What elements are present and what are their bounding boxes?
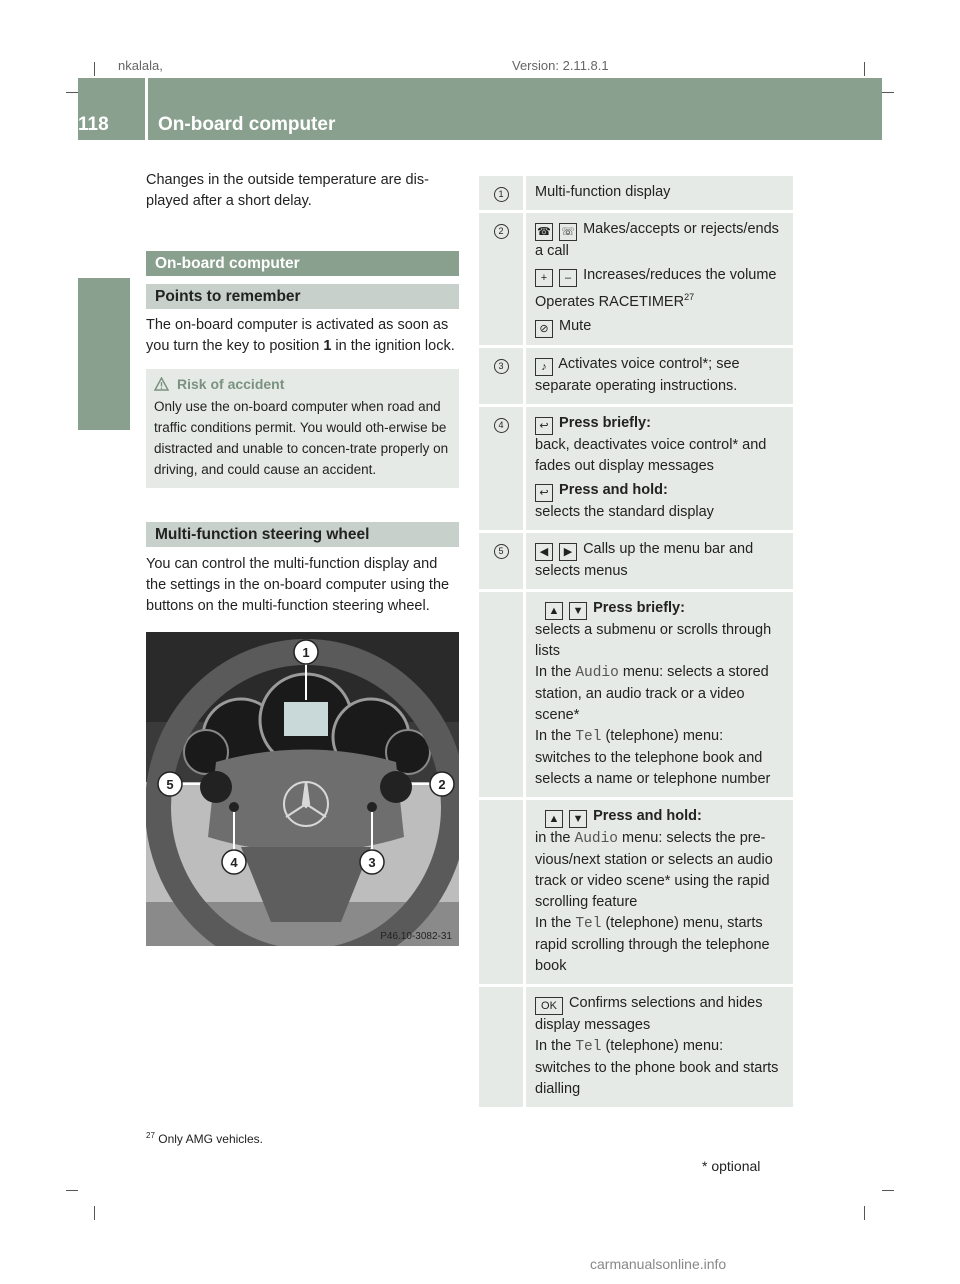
table-row: 3 ♪ Activates voice control*; see separate operating instructions. (479, 348, 793, 404)
volume-down-icon: – (559, 269, 577, 287)
key-position: 1 (323, 338, 332, 354)
arrow-up-icon: ▲ (545, 602, 563, 620)
callout-3 (360, 850, 384, 874)
button-function-table (479, 173, 793, 1110)
page-number: 118 (78, 114, 109, 135)
crop-mark (94, 62, 95, 76)
row-number: 5 (494, 544, 509, 559)
back-icon: ↩ (535, 417, 553, 435)
page-title: On-board computer (158, 114, 336, 135)
ok-button-icon: OK (535, 997, 563, 1015)
volume-up-icon: + (535, 269, 553, 287)
arrow-left-icon: ◀ (535, 543, 553, 561)
print-meta-left: nkalala, (118, 58, 163, 73)
table-row: ▲ ▼ Press briefly: selects a submenu or scrolls through lists In the Audio menu: selects a stored station, an audio track or a video scene* In the Tel (telephone) menu: switches to the telephone book and selects a name or telephone number (479, 592, 793, 797)
callout-1 (294, 640, 318, 664)
table-row: 2 ☎ ☏ Makes/accepts or rejects/ends a call + – Increases/reduces the volume Operates RACETIMER$^{27}$ ⊘ Mute (479, 213, 793, 345)
svg-text:3: 3 (368, 855, 376, 870)
svg-text:5: 5 (166, 777, 174, 792)
crop-mark (66, 92, 78, 93)
left-column (146, 170, 459, 946)
row-number: 2 (494, 224, 509, 239)
watermark: carmanualsonline.info (590, 1256, 727, 1272)
crop-mark (66, 1190, 78, 1191)
callout-5 (158, 772, 182, 796)
section-heading-onboard: On-board computer (146, 251, 459, 276)
row-number: 1 (494, 187, 509, 202)
arrow-up-icon: ▲ (545, 810, 563, 828)
warning-header (154, 376, 451, 392)
svg-text:2: 2 (438, 777, 446, 792)
callout-2 (430, 772, 454, 796)
table-row: 4 ↩ Press briefly: back, deactivates voice control* and fades out display messages ↩ Press and hold: selects the standard display (479, 407, 793, 530)
arrow-down-icon: ▼ (569, 602, 587, 620)
steering-wheel-photo (146, 632, 459, 946)
phone-accept-icon: ☎ (535, 223, 553, 241)
back-icon: ↩ (535, 484, 553, 502)
warning-title: Risk of accident (177, 376, 285, 392)
arrow-down-icon: ▼ (569, 810, 587, 828)
crop-mark (864, 1206, 865, 1220)
crop-mark (882, 1190, 894, 1191)
chapter-label: Controls (94, 347, 116, 430)
crop-mark (864, 62, 865, 76)
row-number: 3 (494, 359, 509, 374)
intro-text: Changes in the outside temperature are dis-played after a short delay. (146, 172, 429, 209)
table-row: OK Confirms selections and hides display messages In the Tel (telephone) menu: switches to the phone book and starts dialling (479, 987, 793, 1107)
svg-text:4: 4 (230, 855, 238, 870)
arrow-right-icon: ▶ (559, 543, 577, 561)
row-number: 4 (494, 418, 509, 433)
voice-control-icon: ♪ (535, 358, 553, 376)
print-meta-right: Version: 2.11.8.1 (512, 58, 609, 73)
warning-triangle-icon (154, 377, 169, 391)
warning-box (146, 369, 459, 488)
points-text: The on-board computer is activated as soon as you turn the key to position 1 in the ignition lock. (146, 317, 455, 354)
subsection-heading-steering: Multi-function steering wheel (146, 522, 459, 547)
phone-reject-icon: ☏ (559, 223, 577, 241)
svg-text:1: 1 (302, 645, 310, 660)
page-header (78, 78, 882, 140)
warning-text: Only use the on-board computer when road and traffic conditions permit. You would oth-erwise be distracted and unable to concen-trate properly on driving, and could cause an accident. (154, 399, 449, 477)
crop-mark (882, 92, 894, 93)
steering-text: You can control the multi-function display and the settings in the on-board computer using the buttons on the multi-function steering wheel. (146, 556, 450, 614)
table-row: 1 Multi-function display (479, 176, 793, 210)
crop-mark (94, 1206, 95, 1220)
image-code: P46.10-3082-31 (380, 931, 452, 942)
optional-note: * optional (702, 1158, 761, 1174)
mute-icon: ⊘ (535, 320, 553, 338)
callout-4 (222, 850, 246, 874)
table-row: ▲ ▼ Press and hold: in the Audio menu: selects the pre-vious/next station or selects an audio track or video scene* using the rapid scrolling feature In the Tel (telephone) menu, starts rapid scrolling through the telephone book (479, 800, 793, 984)
footnote: $^{27}$ Only AMG vehicles. (146, 1131, 263, 1146)
header-divider (145, 78, 148, 140)
table-row: 5 ◀ ▶ Calls up the menu bar and selects menus (479, 533, 793, 589)
subsection-heading-points: Points to remember (146, 284, 459, 309)
